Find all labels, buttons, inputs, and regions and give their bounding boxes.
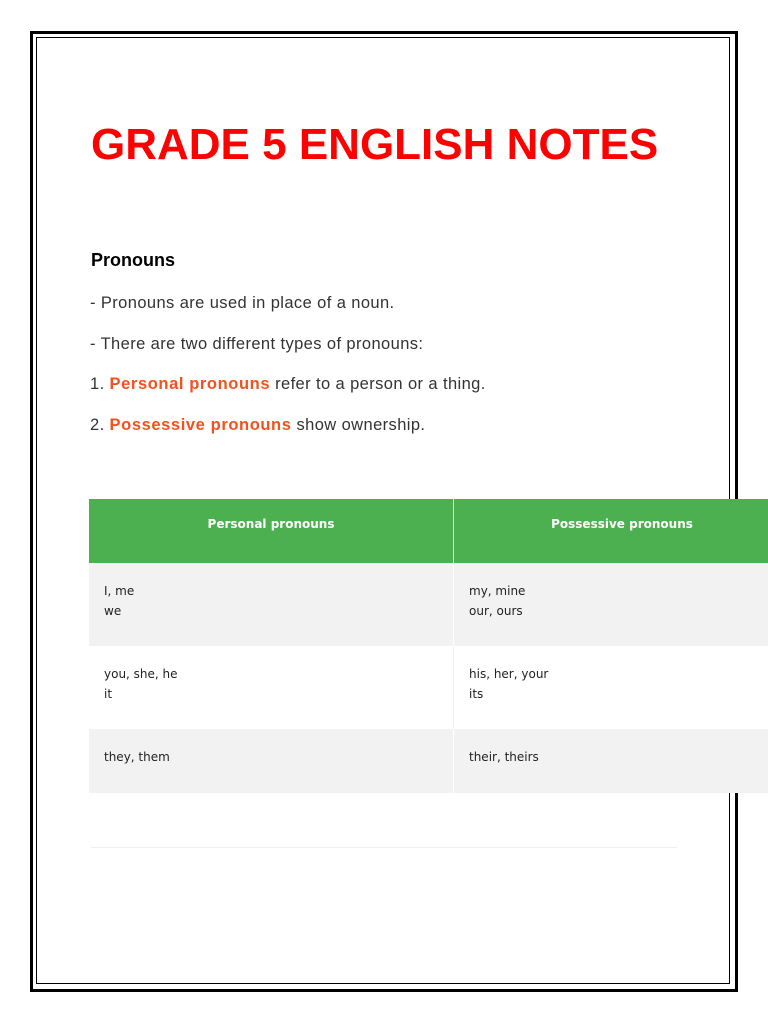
paragraph-text: refer to a person or a thing. <box>270 375 486 393</box>
document-title: GRADE 5 ENGLISH NOTES <box>91 120 659 169</box>
table-header-row <box>89 499 768 563</box>
header-possessive-pronouns: Possessive pronouns <box>454 499 768 563</box>
header-personal-pronouns: Personal pronouns <box>89 499 454 563</box>
paragraph-definition: - Pronouns are used in place of a noun. <box>90 294 395 312</box>
paragraph-personal-pronouns <box>90 374 486 394</box>
paragraph-possessive-pronouns <box>90 415 425 435</box>
table-cell-personal: I, me we <box>89 563 454 646</box>
list-number: 1. <box>90 375 110 393</box>
paragraph-types-intro: - There are two different types of pronouns: <box>90 335 424 353</box>
table-cell-possessive: my, mine our, ours <box>454 563 768 646</box>
highlight-personal-pronouns: Personal pronouns <box>109 375 271 393</box>
pronouns-table-container <box>89 499 768 793</box>
table-cell-possessive: their, theirs <box>454 729 768 793</box>
list-number: 2. <box>90 416 110 434</box>
paragraph-text: show ownership. <box>291 416 426 434</box>
table-cell-possessive: his, her, your its <box>454 646 768 729</box>
horizontal-divider <box>91 847 677 848</box>
highlight-possessive-pronouns: Possessive pronouns <box>109 416 292 434</box>
table-cell-personal: they, them <box>89 729 454 793</box>
section-heading-pronouns: Pronouns <box>91 250 175 270</box>
table-cell-personal: you, she, he it <box>89 646 454 729</box>
table-row <box>89 563 768 646</box>
pronouns-table <box>89 499 768 793</box>
table-row <box>89 646 768 729</box>
table-row <box>89 729 768 793</box>
